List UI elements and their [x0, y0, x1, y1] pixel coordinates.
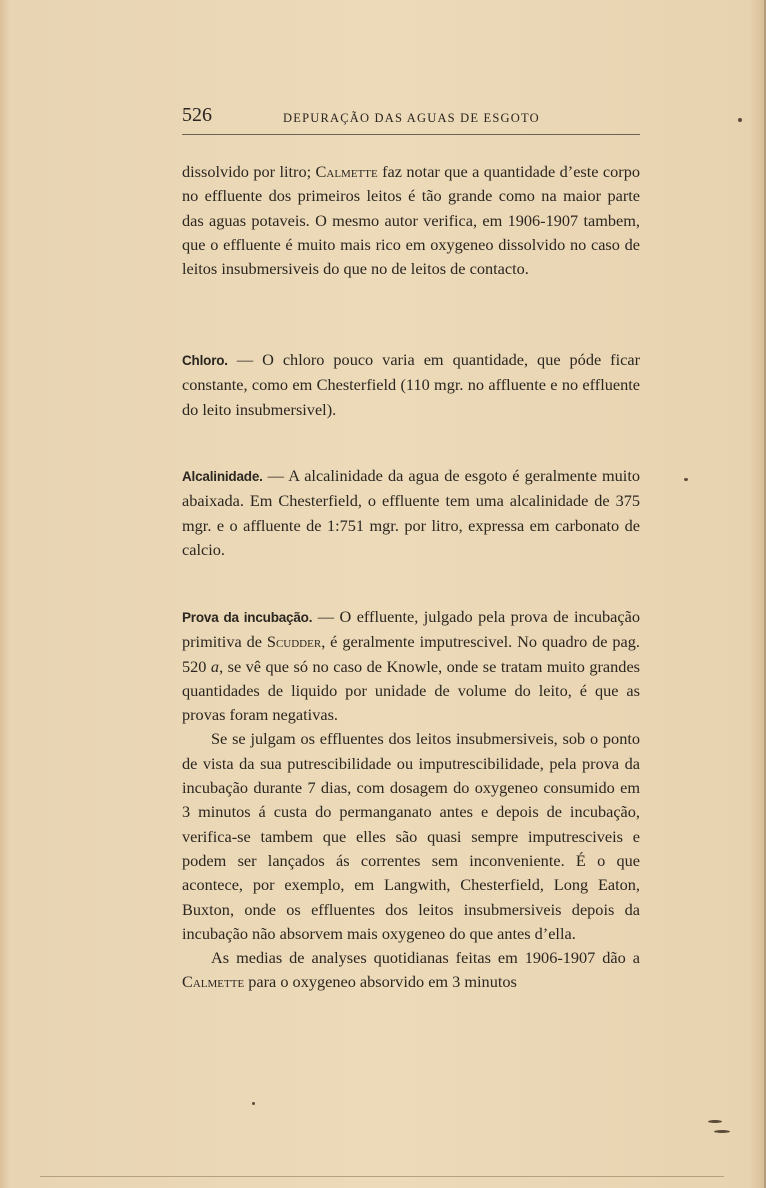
section-heading-incubacao: Prova da incubação.	[182, 610, 313, 625]
paper-speck	[684, 478, 688, 481]
paper-speck	[714, 1130, 730, 1133]
author-name: Calmette	[315, 162, 378, 181]
running-title: DEPURAÇÃO DAS AGUAS DE ESGOTO	[283, 111, 540, 125]
page-number: 526	[182, 104, 212, 126]
paper-speck	[252, 1102, 255, 1105]
section-heading-chloro: Chloro.	[182, 353, 228, 368]
section-chloro: Chloro. — O chloro pouco varia em quantidade, que póde ficar constante, como em Chesterfield (110 mgr. no affluente e no effluente do leito insubmersivel).	[182, 350, 640, 419]
section-alcalinidade: Alcalinidade. — A alcalinidade da agua de esgoto é geralmente muito abaixada. Em Chesterfield, o effluente tem uma alcalinidade de 375 mgr. e o affluente de 1:751 mgr. por litro, expressa em carbonato de calcio.	[182, 466, 640, 559]
paragraph-medias: As medias de analyses quotidianas feitas em 1906-1907 dão a Calmette para o oxygeneo absorvido em 3 minutos	[182, 948, 640, 992]
paragraph-dissolved-oxygen: dissolvido por litro; Calmette faz notar que a quantidade d’este corpo no effluente dos primeiros leitos é tão grande como na maior parte das aguas potaveis. O mesmo autor verifica, em 1906-1907 tambem, que o effluente é muito mais rico em oxygeneo dissolvido no caso de leitos insubmersiveis do que no de leitos de contacto.	[182, 162, 640, 279]
author-name: Calmette	[182, 972, 245, 992]
section-incubacao: Prova da incubação. — O effluente, julgado pela prova de incubação primitiva de Scudder, é geralmente imputrescivel. No quadro de pag. 520 a, se vê que só no caso de Knowle, onde se tratam muito grandes quantidades de liquido por unidade de volume do leito, é que as provas foram negativas. Se se julgam os effluentes dos leitos insubmersiveis, sob o ponto de vista da sua putrescibilidade ou imputrescibilidade, pela prova da incubação durante 7 dias, com dosagem do oxygeneo consumido em 3 minutos á custa do permanganato antes e depois de incubação, verifica-se tambem que elles são quasi sempre imputresciveis e podem ser lançados ás correntes sem inconveniente. É o que acontece, por exemplo, em Langwith, Chesterfield, Long Eaton, Buxton, onde os effluentes dos leitos insubmersiveis depois da incubação não absorvem mais oxygeneo do que antes d’ella. As medias de analyses quotidianas feitas em 1906-1907 dão a Calmette para o oxygeneo absorvido em 3 minutos	[182, 605, 640, 995]
paper-speck	[738, 118, 742, 122]
page-header	[182, 104, 640, 135]
section-heading-alcalinidade: Alcalinidade.	[182, 469, 263, 484]
paragraph-se-se-julgam: Se se julgam os effluentes dos leitos insubmersiveis, sob o ponto de vista da sua putrescibilidade ou imputrescibilidade, pela prova da incubação durante 7 dias, com dosagem do oxygeneo consumido em 3 minutos á custa do permanganato antes e depois de incubação, verifica-se tambem que elles são quasi sempre imputresciveis e podem ser lançados ás correntes sem inconveniente. É o que acontece, por exemplo, em Langwith, Chesterfield, Long Eaton, Buxton, onde os effluentes dos leitos insubmersiveis depois da incubação não absorvem mais oxygeneo do que antes d’ella.	[182, 729, 640, 943]
paper-speck	[708, 1120, 722, 1123]
author-name: Scudder	[266, 632, 322, 652]
page-bottom-edge	[40, 1176, 724, 1177]
